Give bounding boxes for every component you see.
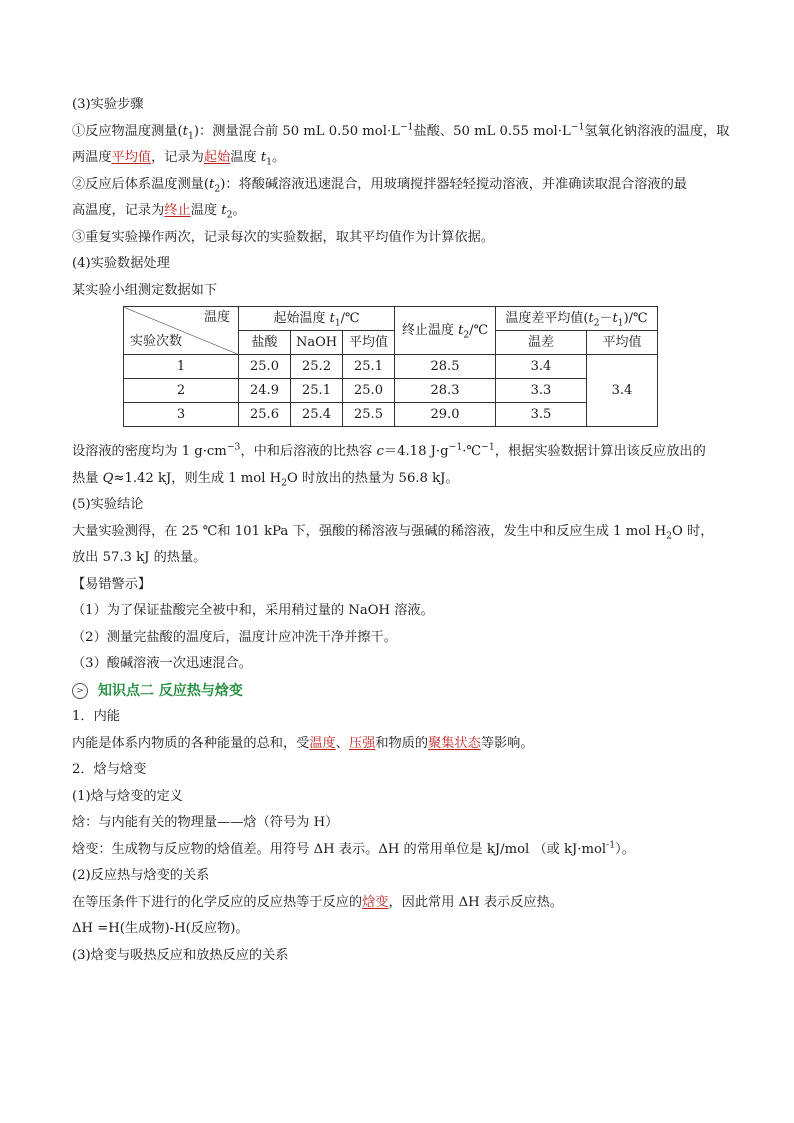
enthalpy-sub-3: (3)焓变与吸热反应和放热反应的关系 [72, 947, 289, 963]
enthalpy-formula: ΔH =H(生成物)-H(反应物)。 [72, 921, 249, 936]
calc-line-2: 热量 Q≈1.42 kJ，则生成 1 mol $H_2O$ 时放出的热量为 56.8 kJ。 [72, 470, 459, 489]
data-table [123, 306, 658, 427]
keyword-pressure: 压强 [348, 735, 376, 751]
keyword-average: 平均值 [111, 150, 152, 165]
circle-arrow-icon: > [72, 683, 88, 699]
keyword-temperature: 温度 [309, 735, 336, 751]
table-col-avg: 平均值 [343, 331, 395, 355]
processing-heading: (4)实验数据处理 [72, 256, 170, 271]
table-col-diff: 温差 [496, 331, 587, 355]
keyword-enthalpy-change: 焓变 [362, 894, 389, 910]
table-corner-cell: 温度 实验次数 [124, 307, 239, 355]
table-start-temp-header: 起始温度 $t_1/℃$ [239, 307, 395, 331]
processing-intro: 某实验小组测定数据如下 [72, 282, 218, 298]
enthalpy-def-2: 焓变：生成物与反应物的焓值差。用符号 ΔH 表示。ΔH 的常用单位是 kJ/mol （或 kJ·mol$^{-1}$）。 [72, 839, 635, 857]
step-1-line-2: 两温度平均值，记录为起始温度 $t_1$。 [72, 150, 286, 168]
enthalpy-def-1: 焓：与内能有关的物理量——焓（符号为 H） [72, 815, 339, 830]
conclusion-line-2: 放出 57.3 kJ 的热量。 [72, 550, 207, 565]
enthalpy-sub-1: (1)焓与焓变的定义 [72, 788, 183, 804]
warning-item: （2）测量完盐酸的温度后，温度计应冲洗干净并擦干。 [72, 629, 397, 645]
warning-heading: 【易错警示】 [72, 576, 152, 592]
enthalpy-sub-2: (2)反应热与焓变的关系 [72, 868, 210, 883]
document-page [72, 92, 730, 969]
warning-item: （1）为了保证盐酸完全被中和，采用稍过量的 NaOH 溶液。 [72, 603, 434, 618]
step-2-line-1: ②反应后体系温度测量$(t_2)$：将酸碱溶液迅速混合，用玻璃搅拌器轻轻搅动溶液，并准确读取混合溶液的最 [72, 176, 687, 195]
table-diff-header: 温度差平均值$(t_2-t_1)/℃$ [496, 307, 658, 331]
step-1-line-1: ①反应物温度测量$(t_1)$：测量混合前 50 mL 0.50 $mol\cdot L^{-1}$盐酸、50 mL 0.55 $mol\cdot L^{-1}$氢氧化钠溶液的温度，取 [72, 121, 730, 142]
steps-heading: (3)实验步骤 [72, 97, 144, 112]
internal-energy-text: 内能是体系内物质的各种能量的总和，受温度、压强和物质的聚集状态等影响。 [72, 735, 534, 751]
step-2-line-2: 高温度，记录为终止温度 $t_2$。 [72, 203, 246, 221]
warning-item: （3）酸碱溶液一次迅速混合。 [72, 656, 252, 671]
table-header-row-1 [124, 307, 658, 331]
table-col-diff-avg: 平均值 [587, 331, 658, 355]
enthalpy-heading: 2．焓与焓变 [72, 762, 147, 777]
keyword-state: 聚集状态 [428, 735, 481, 751]
table-end-temp-header: 终止温度 $t_2/℃$ [395, 307, 496, 355]
step-3: ③重复实验操作两次，记录每次的实验数据，取其平均值作为计算依据。 [72, 229, 494, 245]
enthalpy-relation: 在等压条件下进行的化学反应的反应热等于反应的焓变，因此常用 ΔH 表示反应热。 [72, 894, 563, 910]
table-row: 3 25.6 25.4 25.5 29.0 3.5 [124, 403, 658, 427]
table-overall-avg: 3.4 [587, 355, 658, 427]
keyword-end: 终止 [164, 203, 191, 218]
table-col-naoh: NaOH [291, 331, 343, 355]
internal-energy-heading: 1．内能 [72, 709, 120, 724]
conclusion-heading: (5)实验结论 [72, 497, 144, 512]
section-title: > 知识点二 反应热与焓变 [72, 678, 724, 705]
keyword-start: 起始 [203, 150, 231, 165]
calc-line-1: 设溶液的密度均为 1 $g\cdot cm^{-3}$，中和后溶液的比热容 c＝4.18 $J\cdot g^{-1}\cdot℃^{-1}$，根据实验数据计算出该反应放出的 [72, 441, 706, 459]
conclusion-line-1: 大量实验测得，在 25 ℃和 101 kPa 下，强酸的稀溶液与强碱的稀溶液，发生中和反应生成 1 mol $H_2O$ 时， [72, 523, 714, 542]
table-col-hcl: 盐酸 [239, 331, 291, 355]
table-row: 1 25.0 25.2 25.1 28.5 3.4 3.4 [124, 355, 658, 379]
table-row: 2 24.9 25.1 25.0 28.3 3.3 [124, 379, 658, 403]
